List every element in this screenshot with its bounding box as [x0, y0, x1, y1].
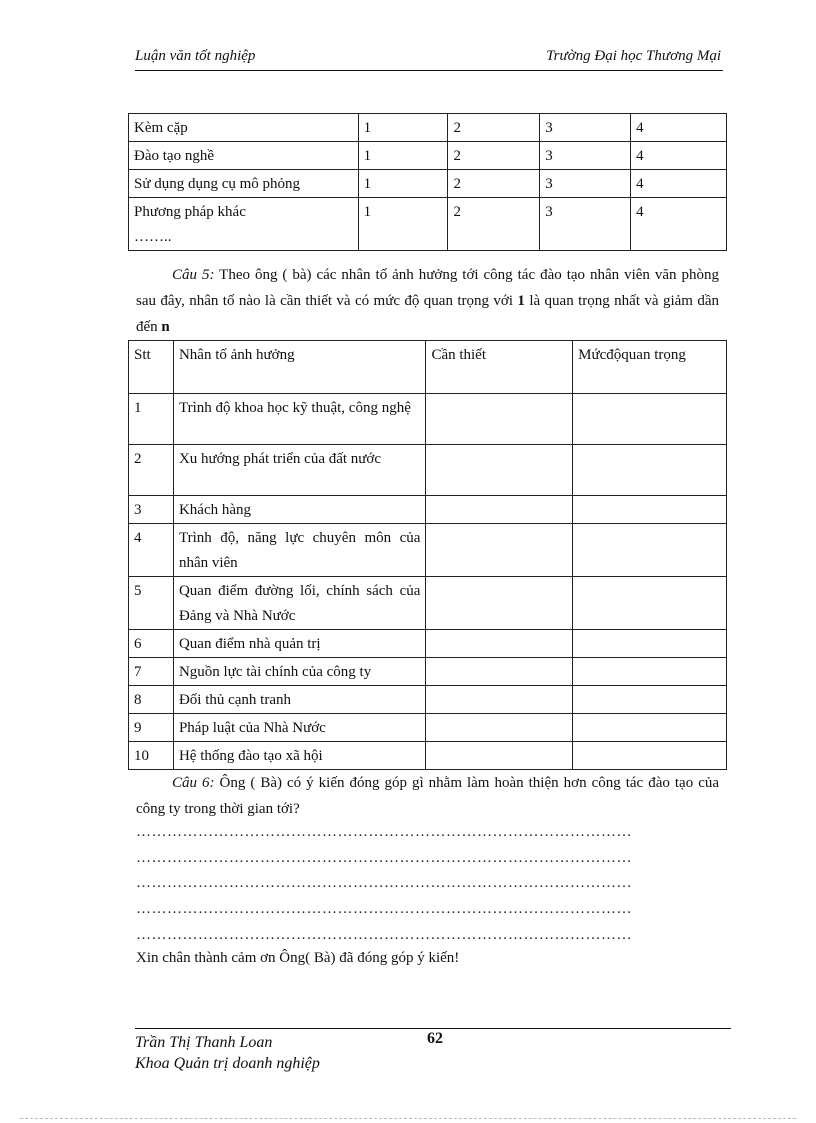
score-cell: 2 [448, 170, 540, 198]
factor-cell: Quan điểm nhà quản trị [173, 630, 425, 658]
table-row [129, 742, 727, 770]
necessary-cell [426, 630, 573, 658]
table-row [129, 142, 727, 170]
table-row [129, 577, 727, 630]
thank-you-text: Xin chân thành cảm ơn Ông( Bà) đã đóng góp ý kiến! [136, 950, 460, 966]
answer-line-5: …………………………………………………………………………………… [136, 927, 632, 943]
factor-cell: Đối thủ cạnh tranh [173, 686, 425, 714]
answer-line-1: …………………………………………………………………………………… [136, 824, 632, 840]
necessary-cell [426, 524, 573, 577]
stt-cell: 2 [129, 445, 174, 496]
table-row [129, 170, 727, 198]
table-row [129, 114, 727, 142]
stt-cell: 5 [129, 577, 174, 630]
header-stt: Stt [129, 341, 174, 394]
table-row [129, 658, 727, 686]
factor-cell: Nguồn lực tài chính của công ty [173, 658, 425, 686]
necessary-cell [426, 394, 573, 445]
question-5-text-2: là quan trọng nhất và giảm dần đến [136, 293, 720, 335]
factor-cell: Khách hàng [173, 496, 425, 524]
importance-cell [573, 742, 727, 770]
score-cell: 3 [540, 142, 631, 170]
stt-cell: 6 [129, 630, 174, 658]
importance-cell [573, 658, 727, 686]
necessary-cell [426, 742, 573, 770]
importance-cell [573, 445, 727, 496]
score-cell: 1 [358, 170, 448, 198]
importance-cell [573, 630, 727, 658]
factor-cell: Trình độ, năng lực chuyên môn của nhân viên [173, 524, 425, 577]
factor-cell: Quan điểm đường lối, chính sách của Đảng và Nhà Nước [173, 577, 425, 630]
page-number: 62 [427, 1030, 443, 1047]
necessary-cell [426, 577, 573, 630]
answer-line-2: …………………………………………………………………………………… [136, 850, 632, 866]
footer-author-name: Trần Thị Thanh Loan [135, 1034, 273, 1051]
stt-cell: 4 [129, 524, 174, 577]
importance-cell [573, 524, 727, 577]
necessary-cell [426, 686, 573, 714]
method-cell [129, 198, 359, 251]
importance-cell [573, 496, 727, 524]
header-necessary: Cần thiết [426, 341, 573, 394]
score-cell: 3 [540, 114, 631, 142]
score-cell: 1 [358, 142, 448, 170]
stt-cell: 10 [129, 742, 174, 770]
header-rule [135, 70, 723, 71]
necessary-cell [426, 445, 573, 496]
page-header-right: Trường Đại học Thương Mại [546, 48, 721, 64]
training-method-rating-table [128, 113, 727, 251]
factor-cell: Xu hướng phát triển của đất nước [173, 445, 425, 496]
stt-cell: 1 [129, 394, 174, 445]
stt-cell: 3 [129, 496, 174, 524]
footer-department: Khoa Quản trị doanh nghiệp [135, 1055, 320, 1072]
score-cell: 4 [631, 170, 727, 198]
table-row [129, 394, 727, 445]
question-5-paragraph [136, 262, 719, 340]
question-5-bold-1: 1 [517, 293, 525, 309]
necessary-cell [426, 714, 573, 742]
stt-cell: 8 [129, 686, 174, 714]
header-factor: Nhân tố ảnh hưởng [173, 341, 425, 394]
score-cell: 3 [540, 198, 631, 251]
importance-cell [573, 686, 727, 714]
page-header-left: Luận văn tốt nghiệp [135, 48, 256, 64]
table-row [129, 686, 727, 714]
score-cell: 2 [448, 142, 540, 170]
importance-cell [573, 714, 727, 742]
question-5-text: Theo ông ( bà) các nhân tố ảnh hưởng tới công tác đào tạo nhân viên văn phòng sau đây, nhân tố nào là cần thiết và có mức độ quan trọng với [136, 267, 720, 309]
question-6-paragraph [136, 770, 719, 822]
influence-factor-table [128, 340, 727, 770]
method-cell: Đào tạo nghề [129, 142, 359, 170]
score-cell: 4 [631, 198, 727, 251]
method-cell: Sử dụng dụng cụ mô phỏng [129, 170, 359, 198]
page-bottom-divider [20, 1118, 796, 1119]
method-placeholder-dots: …….. [134, 229, 172, 245]
score-cell: 1 [358, 198, 448, 251]
question-6-text: Ông ( Bà) có ý kiến đóng góp gì nhằm làm hoàn thiện hơn công tác đào tạo của công ty trong thời gian tới? [136, 775, 720, 817]
answer-line-3: …………………………………………………………………………………… [136, 875, 632, 891]
header-importance: Mứcđộquan trọng [573, 341, 727, 394]
factor-cell: Pháp luật của Nhà Nước [173, 714, 425, 742]
table-row [129, 496, 727, 524]
score-cell: 4 [631, 142, 727, 170]
table-row [129, 445, 727, 496]
score-cell: 2 [448, 114, 540, 142]
method-label: Phương pháp khác [134, 204, 246, 220]
question-5-label: Câu 5: [172, 267, 215, 283]
answer-line-4: …………………………………………………………………………………… [136, 901, 632, 917]
necessary-cell [426, 658, 573, 686]
question-6-label: Câu 6: [172, 775, 215, 791]
score-cell: 4 [631, 114, 727, 142]
table-row [129, 630, 727, 658]
factor-cell: Trình độ khoa học kỹ thuật, công nghệ [173, 394, 425, 445]
method-cell: Kèm cặp [129, 114, 359, 142]
stt-cell: 9 [129, 714, 174, 742]
score-cell: 2 [448, 198, 540, 251]
necessary-cell [426, 496, 573, 524]
question-5-bold-n: n [161, 319, 170, 335]
importance-cell [573, 394, 727, 445]
footer-rule [135, 1028, 731, 1029]
table-header-row [129, 341, 727, 394]
table-row [129, 714, 727, 742]
score-cell: 3 [540, 170, 631, 198]
table-row [129, 198, 727, 251]
factor-cell: Hệ thống đào tạo xã hội [173, 742, 425, 770]
score-cell: 1 [358, 114, 448, 142]
stt-cell: 7 [129, 658, 174, 686]
importance-cell [573, 577, 727, 630]
table-row [129, 524, 727, 577]
